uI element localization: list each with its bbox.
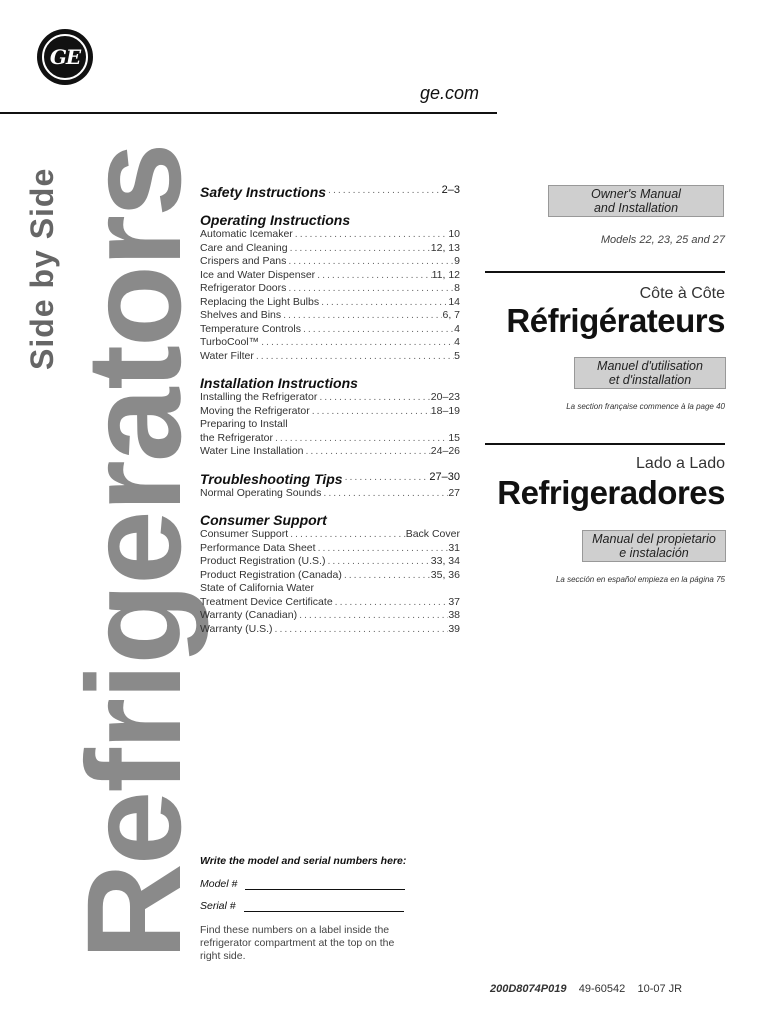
toc-leader xyxy=(286,282,454,296)
serial-number-line[interactable] xyxy=(244,900,404,912)
serial-block-heading: Write the model and serial numbers here: xyxy=(200,855,407,867)
toc-entry[interactable] xyxy=(200,555,460,569)
toc-entry-page: 18–19 xyxy=(430,404,460,417)
part-number: 200D8074P019 xyxy=(490,983,567,995)
badge-line: Manual del propietario xyxy=(592,532,716,546)
badge-line: and Installation xyxy=(593,201,679,215)
model-label: Model # xyxy=(200,878,238,890)
toc-section-title: Safety Instructions xyxy=(200,184,327,200)
toc-entry-page: 37 xyxy=(448,595,460,608)
serial-number-block xyxy=(200,855,430,963)
spanish-title: Refrigeradores xyxy=(497,474,725,511)
toc-entry[interactable] xyxy=(200,350,460,364)
toc-entry-page: 38 xyxy=(448,609,460,621)
toc-leader xyxy=(304,445,431,459)
toc-entry-label: Replacing the Light Bulbs xyxy=(200,295,320,308)
toc-entry[interactable] xyxy=(200,309,460,323)
toc-section-page: 27–30 xyxy=(429,470,460,483)
toc-section-title: Troubleshooting Tips xyxy=(200,470,343,487)
toc-entry-label: Refrigerator Doors xyxy=(200,282,287,294)
toc-entry-label: Treatment Device Certificate xyxy=(200,595,333,608)
badge-line: et d'installation xyxy=(608,373,692,387)
french-note: La section française commence à la page 40 xyxy=(566,402,725,411)
french-title: Réfrigérateurs xyxy=(506,302,725,339)
badge-line: Manuel d'utilisation xyxy=(597,359,703,373)
model-number-line[interactable] xyxy=(245,878,405,890)
toc-entry[interactable] xyxy=(200,336,460,350)
toc-entry[interactable] xyxy=(200,323,460,337)
toc-entry[interactable] xyxy=(200,623,460,637)
ge-logo-text: GE xyxy=(42,34,88,80)
serial-number-field[interactable] xyxy=(200,900,430,912)
toc-entry-page: 31 xyxy=(448,541,460,554)
ge-logo xyxy=(37,29,93,85)
toc-entry-label: Warranty (U.S.) xyxy=(200,622,273,635)
toc-entry[interactable] xyxy=(200,269,460,283)
spanish-subtitle: Lado a Lado xyxy=(636,455,725,472)
toc-leader xyxy=(342,569,431,583)
toc-entry-page: 4 xyxy=(454,336,460,348)
toc-entry-page: 15 xyxy=(448,431,460,444)
toc-section-page: 2–3 xyxy=(441,184,460,196)
toc-leader xyxy=(317,391,430,405)
toc-entry-page: 6, 7 xyxy=(442,309,460,321)
spanish-note: La sección en español empieza en la página 75 xyxy=(555,575,725,584)
toc-section xyxy=(200,184,460,200)
toc-section xyxy=(200,512,460,636)
french-manual-badge xyxy=(574,357,726,389)
toc-leader xyxy=(343,471,430,487)
toc-entry-label: Ice and Water Dispenser xyxy=(200,268,316,281)
toc-leader xyxy=(286,255,454,269)
toc-leader xyxy=(316,542,449,556)
models-text: Models 22, 23, 25 and 27 xyxy=(600,234,725,246)
toc-entry-page: 4 xyxy=(454,322,460,335)
table-of-contents xyxy=(200,184,460,648)
owners-manual-badge xyxy=(548,185,724,217)
toc-entry-label: Moving the Refrigerator xyxy=(200,404,310,417)
toc-entry[interactable] xyxy=(200,582,460,596)
french-subtitle: Côte à Côte xyxy=(639,285,725,302)
toc-entry-label: Shelves and Bins xyxy=(200,309,282,321)
refrigerators-vertical-title: Refrigerators xyxy=(60,144,209,960)
toc-entry-label: Warranty (Canadian) xyxy=(200,609,298,621)
toc-entry[interactable] xyxy=(200,418,460,432)
toc-section xyxy=(200,375,460,459)
toc-entry[interactable] xyxy=(200,609,460,623)
toc-leader xyxy=(273,432,448,446)
toc-entry-page: 27 xyxy=(448,486,460,499)
spanish-manual-badge xyxy=(582,530,726,562)
toc-entry[interactable] xyxy=(200,528,460,542)
toc-section xyxy=(200,471,460,501)
toc-entry-page: 24–26 xyxy=(430,445,460,457)
toc-leader xyxy=(254,350,454,364)
toc-leader xyxy=(293,228,449,242)
toc-entry[interactable] xyxy=(200,445,460,459)
toc-entry-label: Product Registration (U.S.) xyxy=(200,555,326,567)
toc-entry-page: 12, 13 xyxy=(430,241,460,254)
toc-section-title: Consumer Support xyxy=(200,512,327,528)
toc-entry-label: Water Line Installation xyxy=(200,445,304,457)
toc-entry[interactable] xyxy=(200,282,460,296)
toc-leader xyxy=(319,296,448,310)
serial-block-note: Find these numbers on a label inside the refrigerator compartment at the top on the right side. xyxy=(200,924,395,962)
badge-line: Owner's Manual xyxy=(591,187,681,201)
toc-leader xyxy=(310,405,431,419)
french-divider xyxy=(485,271,725,273)
toc-entry-label: Installing the Refrigerator xyxy=(200,391,318,403)
badge-line: e instalación xyxy=(619,546,689,560)
toc-entry-page: 35, 36 xyxy=(430,568,460,581)
toc-entry-label: Care and Cleaning xyxy=(200,241,288,254)
toc-entry-page: 39 xyxy=(448,622,460,635)
toc-entry[interactable] xyxy=(200,391,460,405)
toc-section-heading[interactable] xyxy=(200,471,460,487)
toc-entry-page: 5 xyxy=(454,349,460,362)
toc-entry-page: 9 xyxy=(454,255,460,267)
toc-leader xyxy=(333,596,449,610)
toc-entry[interactable] xyxy=(200,596,460,610)
toc-leader xyxy=(301,323,454,337)
toc-entry-label: Normal Operating Sounds xyxy=(200,486,322,499)
toc-entry-label: Automatic Icemaker xyxy=(200,228,293,240)
toc-section-heading[interactable] xyxy=(200,184,460,200)
toc-entry[interactable] xyxy=(200,569,460,583)
toc-leader xyxy=(288,528,406,542)
toc-entry-label: Preparing to Install xyxy=(200,418,288,430)
toc-entry-page: 20–23 xyxy=(430,391,460,403)
toc-entry-label: Consumer Support xyxy=(200,528,289,540)
toc-section-title: Installation Instructions xyxy=(200,375,358,391)
toc-entry[interactable] xyxy=(200,242,460,256)
top-divider xyxy=(0,112,497,114)
doc-date: 10-07 JR xyxy=(637,983,683,995)
footer-code xyxy=(490,983,682,995)
toc-leader xyxy=(321,487,448,501)
toc-section xyxy=(200,212,460,363)
toc-section-heading[interactable] xyxy=(200,375,460,391)
toc-section-heading[interactable] xyxy=(200,512,460,528)
toc-entry[interactable] xyxy=(200,432,460,446)
toc-entry-page: 14 xyxy=(448,295,460,308)
toc-entry-label: Product Registration (Canada) xyxy=(200,568,342,581)
toc-entry[interactable] xyxy=(200,255,460,269)
serial-label: Serial # xyxy=(200,900,236,912)
toc-entry-label: State of California Water xyxy=(200,582,314,594)
toc-entry-page: 10 xyxy=(448,228,460,240)
toc-leader xyxy=(325,555,430,569)
toc-leader xyxy=(259,336,454,350)
toc-entry[interactable] xyxy=(200,487,460,501)
side-by-side-vertical-title: Side by Side xyxy=(24,167,60,370)
toc-entry-label: Crispers and Pans xyxy=(200,255,287,267)
website-url: ge.com xyxy=(420,83,480,103)
toc-entry-label: Performance Data Sheet xyxy=(200,541,316,554)
toc-entry-label: Water Filter xyxy=(200,349,254,362)
toc-entry[interactable] xyxy=(200,405,460,419)
toc-entry[interactable] xyxy=(200,228,460,242)
toc-entry[interactable] xyxy=(200,296,460,310)
toc-entry-page: 8 xyxy=(454,282,460,294)
doc-code: 49-60542 xyxy=(578,983,626,995)
toc-entry-label: TurboCool™ xyxy=(200,336,260,348)
model-number-field[interactable] xyxy=(200,878,430,890)
toc-section-title: Operating Instructions xyxy=(200,212,351,228)
toc-leader xyxy=(273,623,449,637)
spanish-divider xyxy=(485,443,725,445)
toc-leader xyxy=(288,242,431,256)
toc-section-heading[interactable] xyxy=(200,212,460,228)
toc-entry-label: Temperature Controls xyxy=(200,322,301,335)
toc-leader xyxy=(315,269,431,283)
toc-entry-label: the Refrigerator xyxy=(200,431,273,444)
toc-leader xyxy=(326,184,442,200)
toc-leader xyxy=(297,609,448,623)
toc-entry-page: Back Cover xyxy=(405,528,460,540)
toc-leader xyxy=(281,309,442,323)
toc-entry-page: 11, 12 xyxy=(431,268,460,281)
toc-entry-page: 33, 34 xyxy=(430,555,460,567)
toc-entry[interactable] xyxy=(200,542,460,556)
